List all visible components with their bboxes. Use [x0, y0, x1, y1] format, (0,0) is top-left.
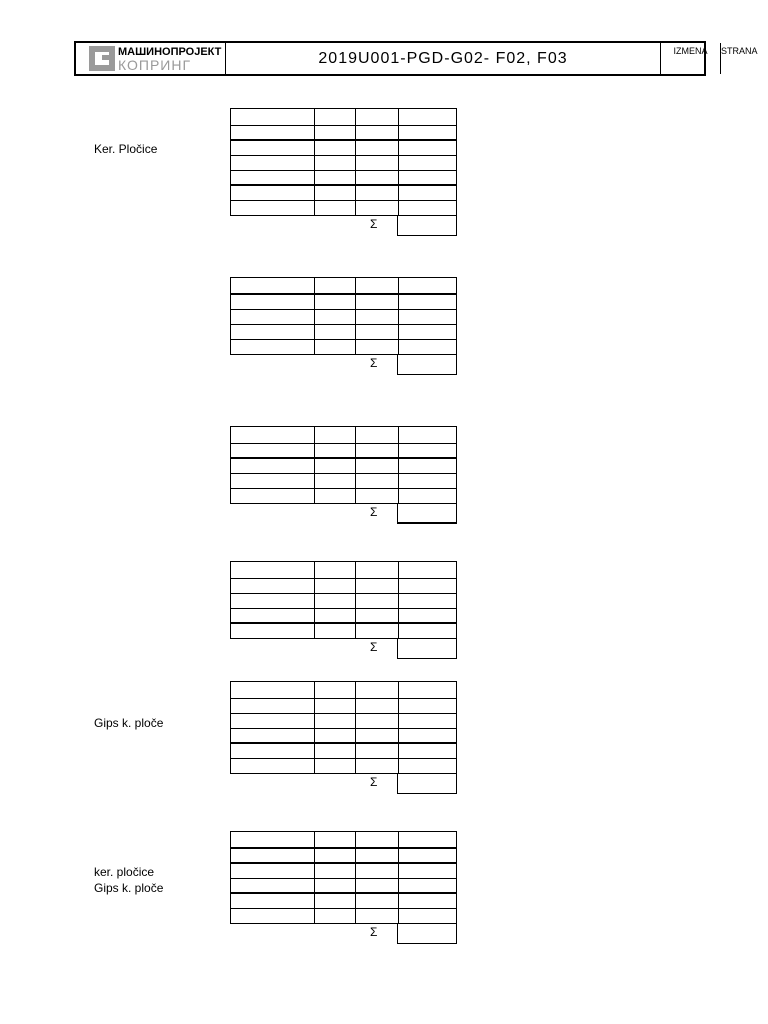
table-row — [230, 277, 457, 295]
sum-box — [397, 924, 457, 944]
label-ker-plocice-lower: ker. pločice — [94, 865, 155, 879]
sum-box — [397, 355, 457, 375]
table-row — [230, 340, 457, 355]
table-row — [230, 744, 457, 759]
table-row — [230, 609, 457, 624]
table-row — [230, 714, 457, 729]
table-row — [230, 624, 457, 639]
table-row — [230, 579, 457, 594]
sum-symbol: Σ — [370, 505, 378, 519]
calc-table-2 — [230, 277, 457, 375]
sum-row — [230, 774, 457, 794]
sum-box — [397, 216, 457, 236]
sum-box — [397, 774, 457, 794]
table-row — [230, 831, 457, 849]
table-row — [230, 310, 457, 325]
sum-row — [230, 924, 457, 944]
sum-box — [397, 504, 457, 524]
calc-table-1 — [230, 108, 457, 236]
calc-table-3 — [230, 426, 457, 524]
table-row — [230, 108, 457, 126]
table-row — [230, 141, 457, 156]
sum-row — [230, 639, 457, 659]
table-row — [230, 201, 457, 216]
table-row — [230, 444, 457, 459]
table-row — [230, 186, 457, 201]
table-row — [230, 426, 457, 444]
label-ker-plocice: Ker. Pločice — [94, 142, 158, 156]
table-row — [230, 295, 457, 310]
table-row — [230, 474, 457, 489]
table-row — [230, 879, 457, 894]
logo-text-top: МАШИНОПРОЈЕКТ — [118, 46, 222, 58]
sum-row — [230, 355, 457, 375]
sum-row — [230, 216, 457, 236]
table-row — [230, 489, 457, 504]
label-gips-ploce-lower: Gips k. ploče — [94, 881, 164, 895]
document-header: МАШИНОПРОЈЕКТ КОПРИНГ 2019U001-PGD-G02- F02, F03 IZMENA STRANA — [74, 41, 706, 76]
sum-row — [230, 504, 457, 524]
label-gips-ploce: Gips k. ploče — [94, 716, 164, 730]
table-row — [230, 909, 457, 924]
table-row — [230, 126, 457, 141]
table-row — [230, 759, 457, 774]
sum-symbol: Σ — [370, 925, 378, 939]
table-row — [230, 681, 457, 699]
company-logo — [76, 43, 226, 74]
table-row — [230, 729, 457, 744]
calc-table-5 — [230, 681, 457, 794]
sum-symbol: Σ — [370, 775, 378, 789]
table-row — [230, 699, 457, 714]
izmena-cell — [661, 43, 721, 74]
table-row — [230, 849, 457, 864]
table-row — [230, 171, 457, 186]
table-row — [230, 561, 457, 579]
calc-table-6 — [230, 831, 457, 944]
table-row — [230, 325, 457, 340]
table-row — [230, 594, 457, 609]
table-row — [230, 864, 457, 879]
calc-table-4 — [230, 561, 457, 659]
table-row — [230, 459, 457, 474]
sum-symbol: Σ — [370, 640, 378, 654]
table-row — [230, 894, 457, 909]
izmena-label: IZMENA — [673, 46, 708, 56]
logo-text-bottom: КОПРИНГ — [118, 57, 192, 73]
document-code: 2019U001-PGD-G02- F02, F03 — [226, 43, 661, 74]
sum-symbol: Σ — [370, 356, 378, 370]
sum-box — [397, 639, 457, 659]
sum-symbol: Σ — [370, 217, 378, 231]
table-row — [230, 156, 457, 171]
